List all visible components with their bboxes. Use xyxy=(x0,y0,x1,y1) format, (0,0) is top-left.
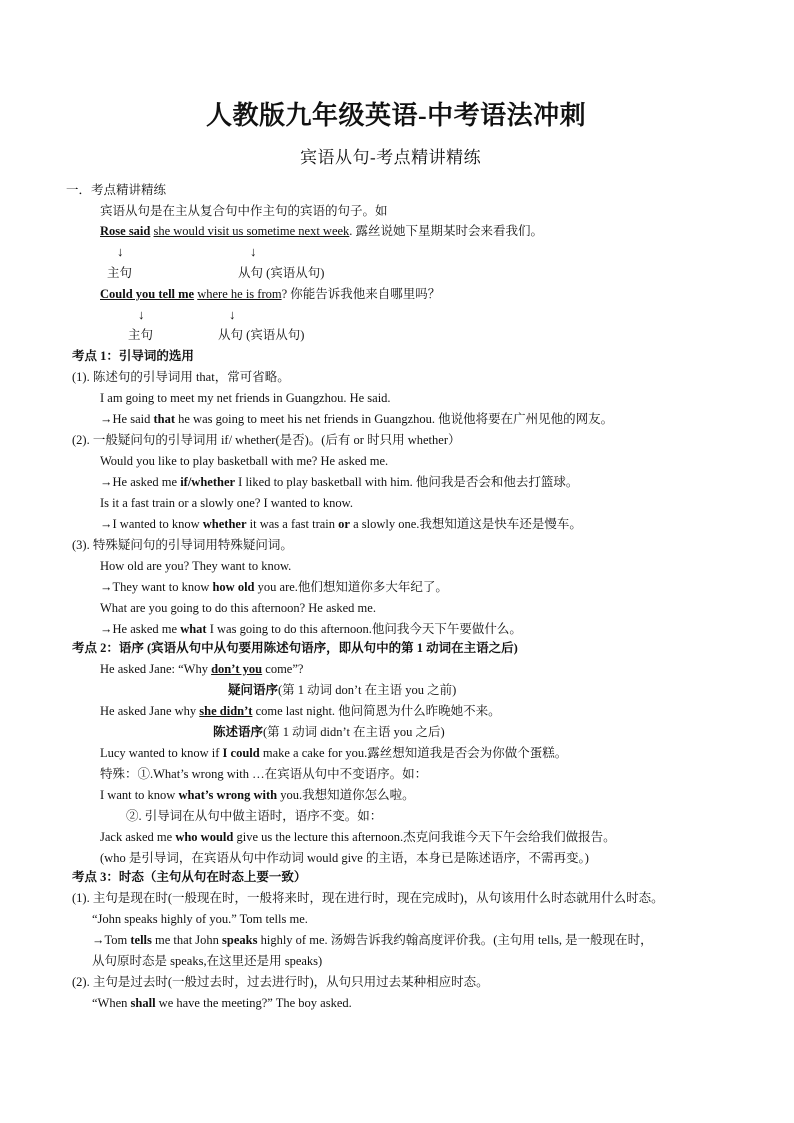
kp1-line: Is it a fast train or a slowly one? I wanted to know. xyxy=(100,496,353,510)
text-run: I was going to do this afternoon.他问我今天下午要做什么。 xyxy=(206,622,522,636)
down-arrow-icon: ↓ xyxy=(138,307,145,322)
kp1-line: I am going to meet my net friends in Guangzhou. He said. xyxy=(100,391,391,405)
text-run: a slowly one.我想知道这是快车还是慢车。 xyxy=(349,517,582,531)
kp2-line xyxy=(100,787,415,804)
text-run: come last night. 他问简恩为什么昨晚她不来。 xyxy=(252,704,501,718)
text-run: He asked Jane: “Why xyxy=(100,662,212,676)
example-1-sentence xyxy=(100,223,543,240)
page-subtitle: 宾语从句-考点精讲精练 xyxy=(300,148,482,167)
kp2-line xyxy=(100,829,616,846)
example-1-main-clause: Rose said xyxy=(100,224,151,238)
text-run: →I wanted to know xyxy=(100,517,203,531)
text-run: highly of me. 汤姆告诉我约翰高度评价我。(主句用 tells, 是一般现在时， xyxy=(257,933,653,947)
kp1-line xyxy=(100,516,582,533)
kp1-line: Would you like to play basketball with me? He asked me. xyxy=(100,454,389,468)
text-run: He asked Jane why xyxy=(100,704,200,718)
keyword: 陈述语序 xyxy=(213,725,264,739)
kp1-line xyxy=(100,474,578,491)
text-run: Lucy wanted to know if xyxy=(100,746,223,760)
kp1-heading: 考点 1：引导词的选用 xyxy=(72,349,194,363)
kp1-line xyxy=(100,621,522,638)
text-run: make a cake for you.露丝想知道我是否会为你做个蛋糕。 xyxy=(259,746,568,760)
example-1-translation: . 露丝说她下星期某时会来看我们。 xyxy=(349,224,544,238)
text-run: Jack asked me xyxy=(100,830,176,844)
kp3-heading: 考点 3：时态（主句从句在时态上要一致） xyxy=(72,870,307,884)
kp1-line: (2). 一般疑问句的引导词用 if/ whether(是否)。(后有 or 时只用 whether） xyxy=(72,433,461,447)
kp2-line: ②. 引导词在从句中做主语时，语序不变。如： xyxy=(126,809,383,823)
keyword: speaks xyxy=(222,933,258,947)
kp1-line: (1). 陈述句的引导词用 that，常可省略。 xyxy=(72,370,290,384)
text-run: it was a fast train xyxy=(246,517,339,531)
kp1-line xyxy=(100,579,448,596)
kp2-line xyxy=(213,724,445,741)
keyword: who would xyxy=(175,830,234,844)
text-run: I want to know xyxy=(100,788,179,802)
example-2-sentence xyxy=(100,286,440,303)
keyword: tells xyxy=(130,933,152,947)
kp1-line: (3). 特殊疑问句的引导词用特殊疑问词。 xyxy=(72,538,293,552)
example-1-object-clause: she would visit us sometime next week xyxy=(153,224,350,238)
keyword: if/whether xyxy=(180,475,236,489)
text-run: me that John xyxy=(151,933,223,947)
text-run: (第 1 动词 didn’t 在主语 you 之后) xyxy=(263,725,445,739)
kp3-line: 从句原时态是 speaks,在这里还是用 speaks) xyxy=(92,954,323,968)
intro-text: 宾语从句是在主从复合句中作主句的宾语的句子。如 xyxy=(100,204,388,218)
kp2-heading: 考点 2：语序 (宾语从句中从句要用陈述句语序，即从句中的第 1 动词在主语之后) xyxy=(72,641,518,655)
kp2-line xyxy=(100,703,501,720)
kp1-line: What are you going to do this afternoon? He asked me. xyxy=(100,601,376,615)
example-1-label-sub: 从句 (宾语从句) xyxy=(238,266,325,280)
keyword: what’s wrong with xyxy=(178,788,278,802)
down-arrow-icon: ↓ xyxy=(229,307,236,322)
keyword: or xyxy=(338,517,350,531)
kp1-line: How old are you? They want to know. xyxy=(100,559,292,573)
keyword: whether xyxy=(202,517,247,531)
keyword: what xyxy=(180,622,207,636)
down-arrow-icon: ↓ xyxy=(250,244,257,259)
keyword: 疑问语序 xyxy=(228,683,279,697)
text-run: →They want to know xyxy=(100,580,213,594)
text-run: I liked to play basketball with him. 他问我是否会和他去打篮球。 xyxy=(235,475,579,489)
text-run: →He asked me xyxy=(100,475,181,489)
page-title: 人教版九年级英语-中考语法冲刺 xyxy=(206,101,587,130)
text-run: come”? xyxy=(262,662,304,676)
kp3-line: (1). 主句是现在时(一般现在时，一般将来时，现在进行时，现在完成时)，从句该用什么时态就用什么时态。 xyxy=(72,891,664,905)
keyword: that xyxy=(153,412,175,426)
example-2-translation: ? 你能告诉我他来自哪里吗？ xyxy=(281,287,441,301)
section-heading: 一．考点精讲精练 xyxy=(66,183,167,197)
keyword: shall xyxy=(130,996,156,1010)
text-run: you are.他们想知道你多大年纪了。 xyxy=(254,580,448,594)
text-run: you.我想知道你怎么啦。 xyxy=(277,788,415,802)
text-run: we have the meeting?” The boy asked. xyxy=(155,996,352,1010)
example-1-label-main: 主句 xyxy=(107,266,133,280)
kp3-line: “John speaks highly of you.” Tom tells me. xyxy=(92,912,308,926)
kp2-line: (who 是引导词，在宾语从句中作动词 would give 的主语，本身已是陈述语序，不需再变。) xyxy=(100,851,589,865)
example-2-label-main: 主句 xyxy=(128,328,154,342)
kp3-line: (2). 主句是过去时(一般过去时，过去进行时)，从句只用过去某种相应时态。 xyxy=(72,975,489,989)
keyword: don’t you xyxy=(211,662,263,676)
keyword: I could xyxy=(222,746,260,760)
kp3-line xyxy=(92,995,352,1012)
kp2-line xyxy=(228,682,456,699)
kp2-line xyxy=(100,745,567,762)
kp3-line xyxy=(92,932,653,949)
example-2-main-clause: Could you tell me xyxy=(100,287,195,301)
keyword: how old xyxy=(212,580,255,594)
text-run: “When xyxy=(92,996,131,1010)
down-arrow-icon: ↓ xyxy=(117,244,124,259)
text-run: he was going to meet his net friends in Guangzhou. 他说他将要在广州见他的网友。 xyxy=(175,412,614,426)
text-run: →He said xyxy=(100,412,154,426)
keyword: she didn’t xyxy=(199,704,253,718)
kp1-line xyxy=(100,411,613,428)
text-run: (第 1 动词 don’t 在主语 you 之前) xyxy=(278,683,457,697)
text-run: →He asked me xyxy=(100,622,181,636)
text-run: →Tom xyxy=(92,933,131,947)
text-run: give us the lecture this afternoon.杰克问我谁今天下午会给我们做报告。 xyxy=(233,830,616,844)
example-2-object-clause: where he is from xyxy=(197,287,282,301)
kp2-line xyxy=(100,661,303,678)
example-2-label-sub: 从句 (宾语从句) xyxy=(218,328,305,342)
kp2-line: 特殊：①.What’s wrong with …在宾语从句中不变语序。如： xyxy=(100,767,428,781)
